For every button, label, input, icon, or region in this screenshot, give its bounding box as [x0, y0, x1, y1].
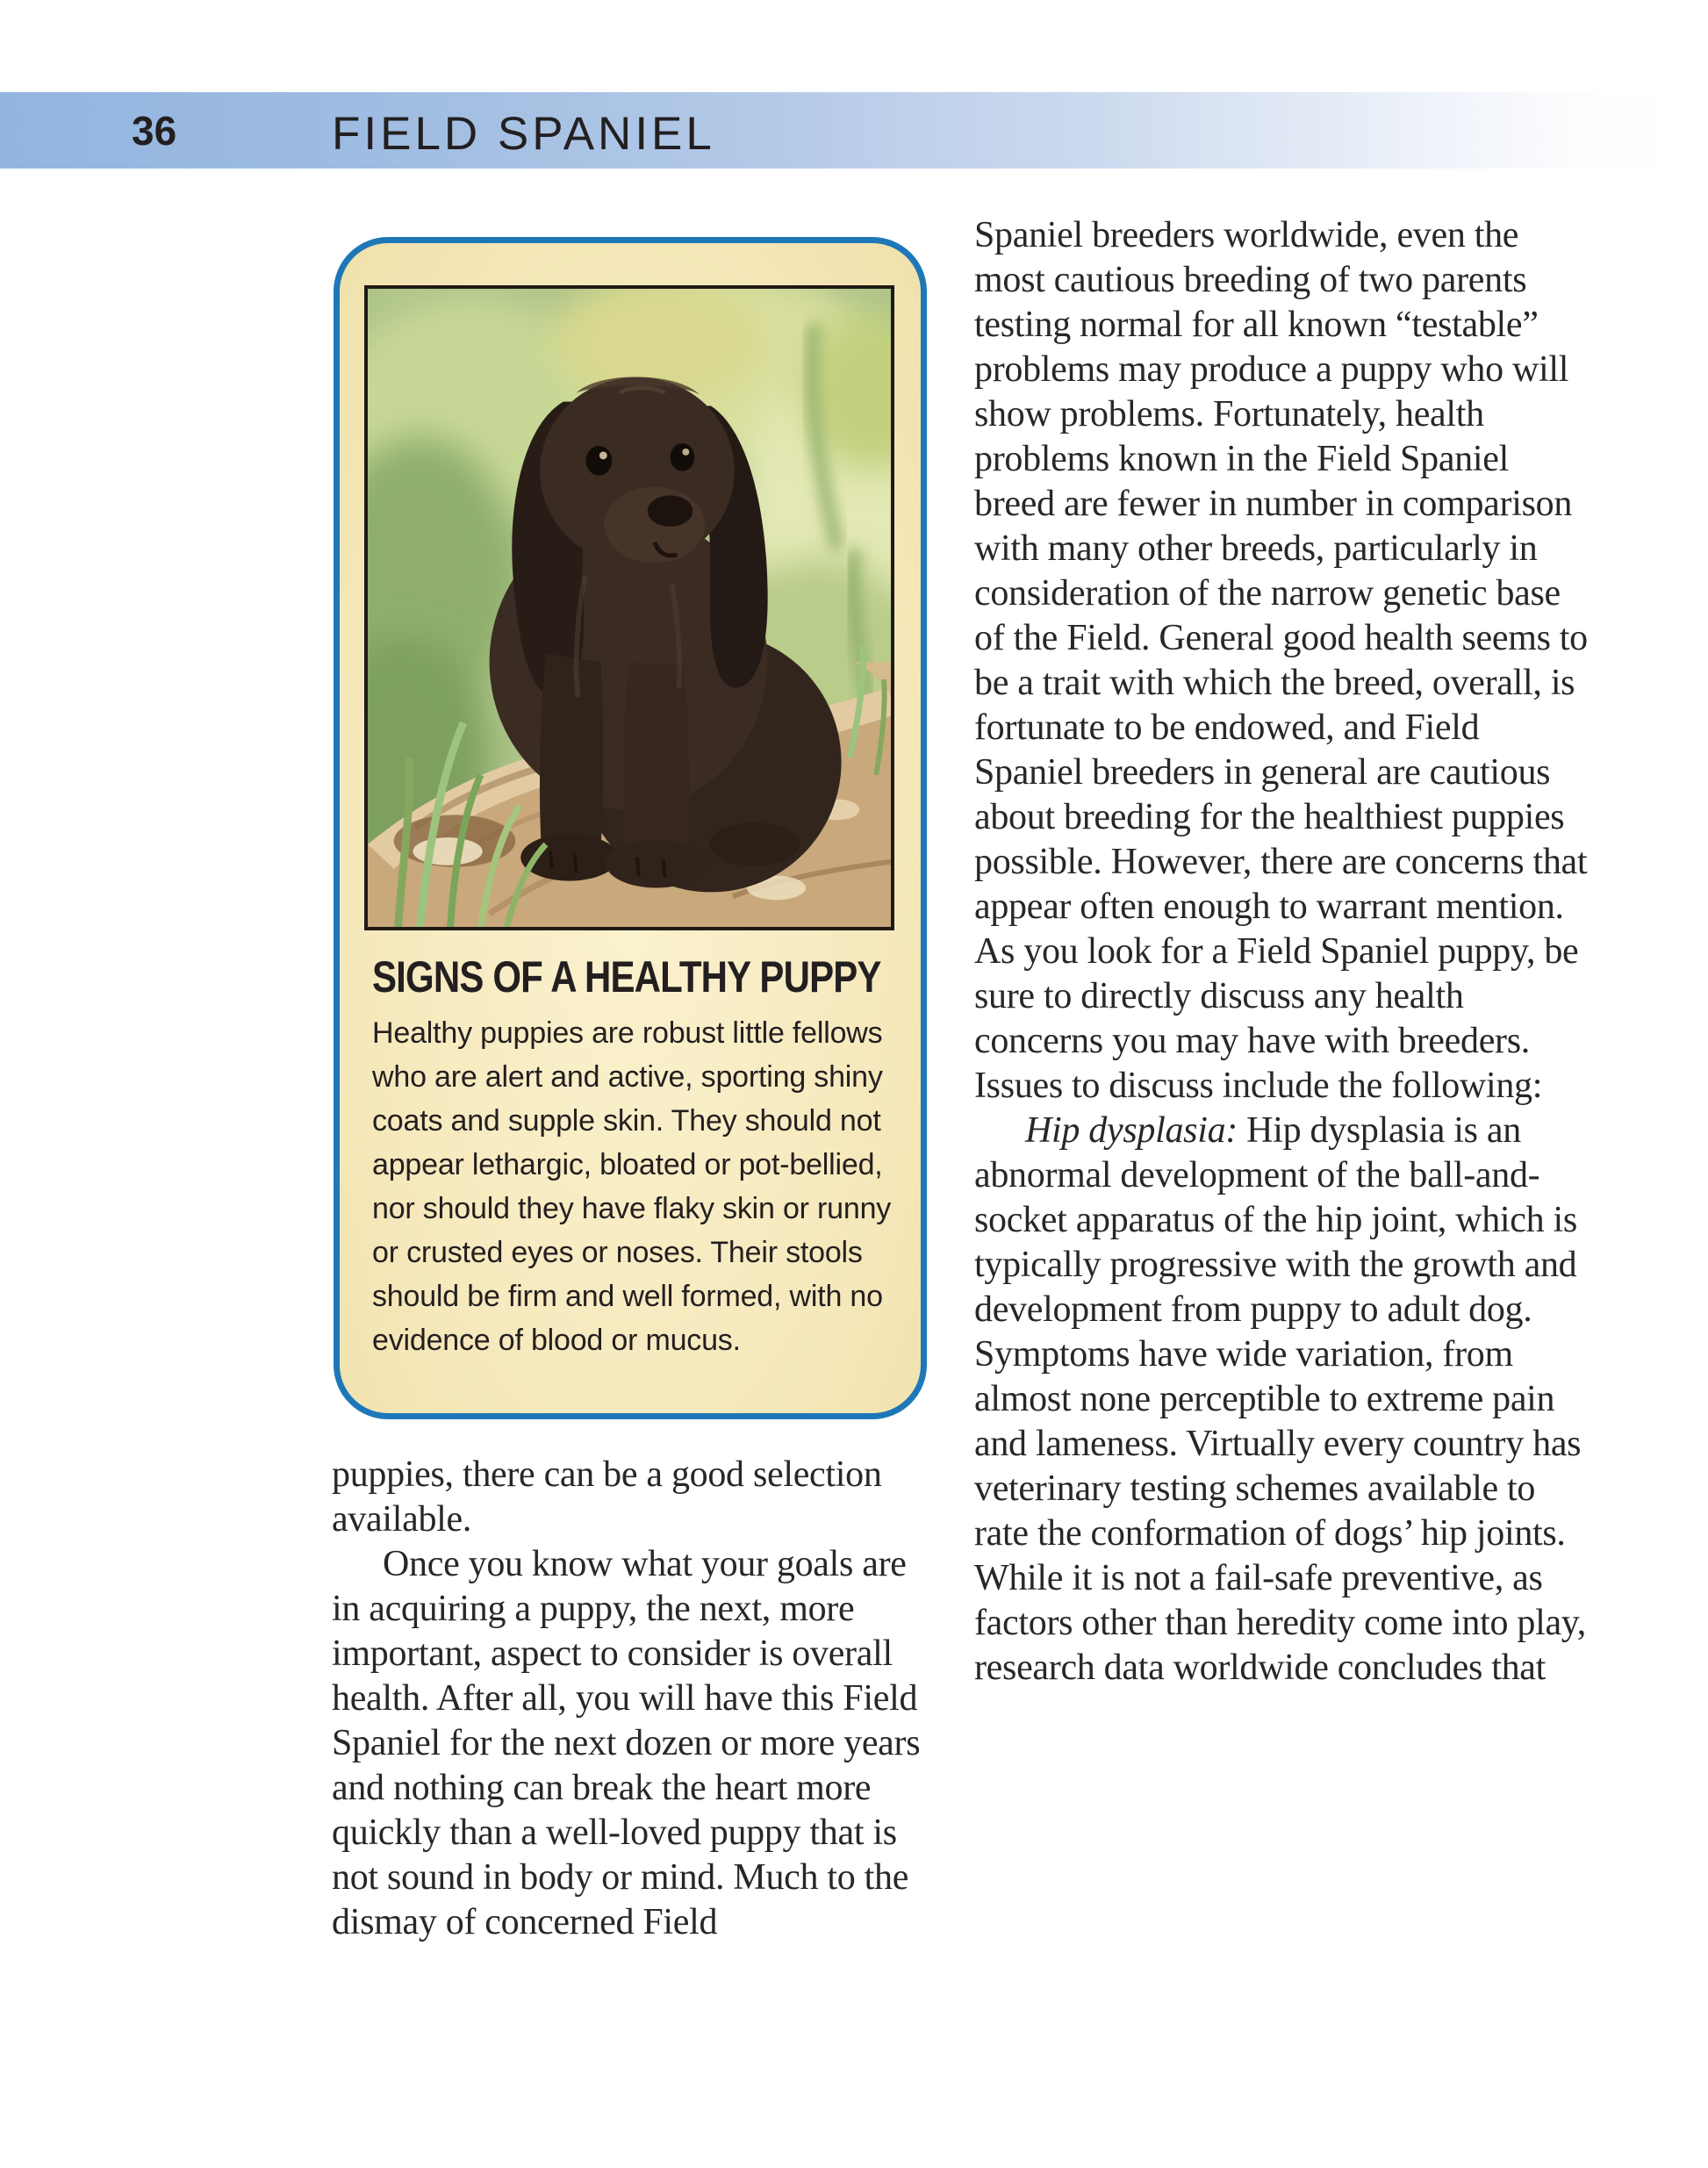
right-text-column — [974, 213, 1594, 1691]
puppy-nose — [648, 495, 693, 527]
italic-lead: Hip dysplasia: — [1025, 1110, 1238, 1151]
paragraph: Spaniel breeders worldwide, even the most cautious breeding of two parents testing normal for all known “testable” problems may produce a puppy who will show problems. Fortunately, health problems known in the Field Spaniel breed are fewer in number in comparison with many other breeds, particularly in consideration of the narrow genetic base of the Field. General good health seems to be a trait with which the breed, overall, is fortunate to be endowed, and Field Spaniel breeders in general are cautious about breeding for the healthiest puppies possible. However, there are concerns that appear often enough to warrant mention. As you look for a Field Spaniel puppy, be sure to directly discuss any health concerns you may have with breeders. Issues to discuss include the following: — [974, 215, 1588, 1106]
puppy-photo-illustration — [368, 289, 891, 927]
paragraph: puppies, there can be a good selection available. — [332, 1454, 882, 1540]
left-text-column — [332, 1453, 937, 1945]
sidebar-heading: SIGNS OF A HEALTHY PUPPY — [372, 952, 881, 1001]
paragraph — [974, 1109, 1594, 1691]
header-band — [0, 92, 1678, 169]
puppy-photo — [364, 285, 894, 930]
paragraph-text: Hip dysplasia is an abnormal development of the ball-and-socket apparatus of the hip joint, which is typically progressive with the growth and development from puppy to adult dog. Symptoms have wide variation, from almost none perceptible to extreme pain and lameness. Virtually every country has veterinary testing schemes available to rate the conformation of dogs’ hip joints. While it is not a fail-safe preventive, as factors other than heredity come into play, research data worldwide concludes that — [974, 1110, 1586, 1688]
sidebar-body-text: Healthy puppies are robust little fellows who are alert and active, sporting shiny coats and supple skin. They should not appear lethargic, bloated or pot-bellied, nor should they have flaky skin or runny or crusted eyes or noses. Their stools should be firm and well formed, with no evidence of blood or mucus. — [372, 1016, 892, 1357]
paragraph: Once you know what your goals are in acquiring a puppy, the next, more important, aspect to consider is overall health. After all, you will have this Field Spaniel for the next dozen or more years and nothing can break the heart more quickly than a well-loved puppy that is not sound in body or mind. Much to the dismay of concerned Field — [332, 1544, 921, 1942]
page-number: 36 — [132, 108, 177, 154]
page-title: FIELD SPANIEL — [332, 108, 715, 160]
